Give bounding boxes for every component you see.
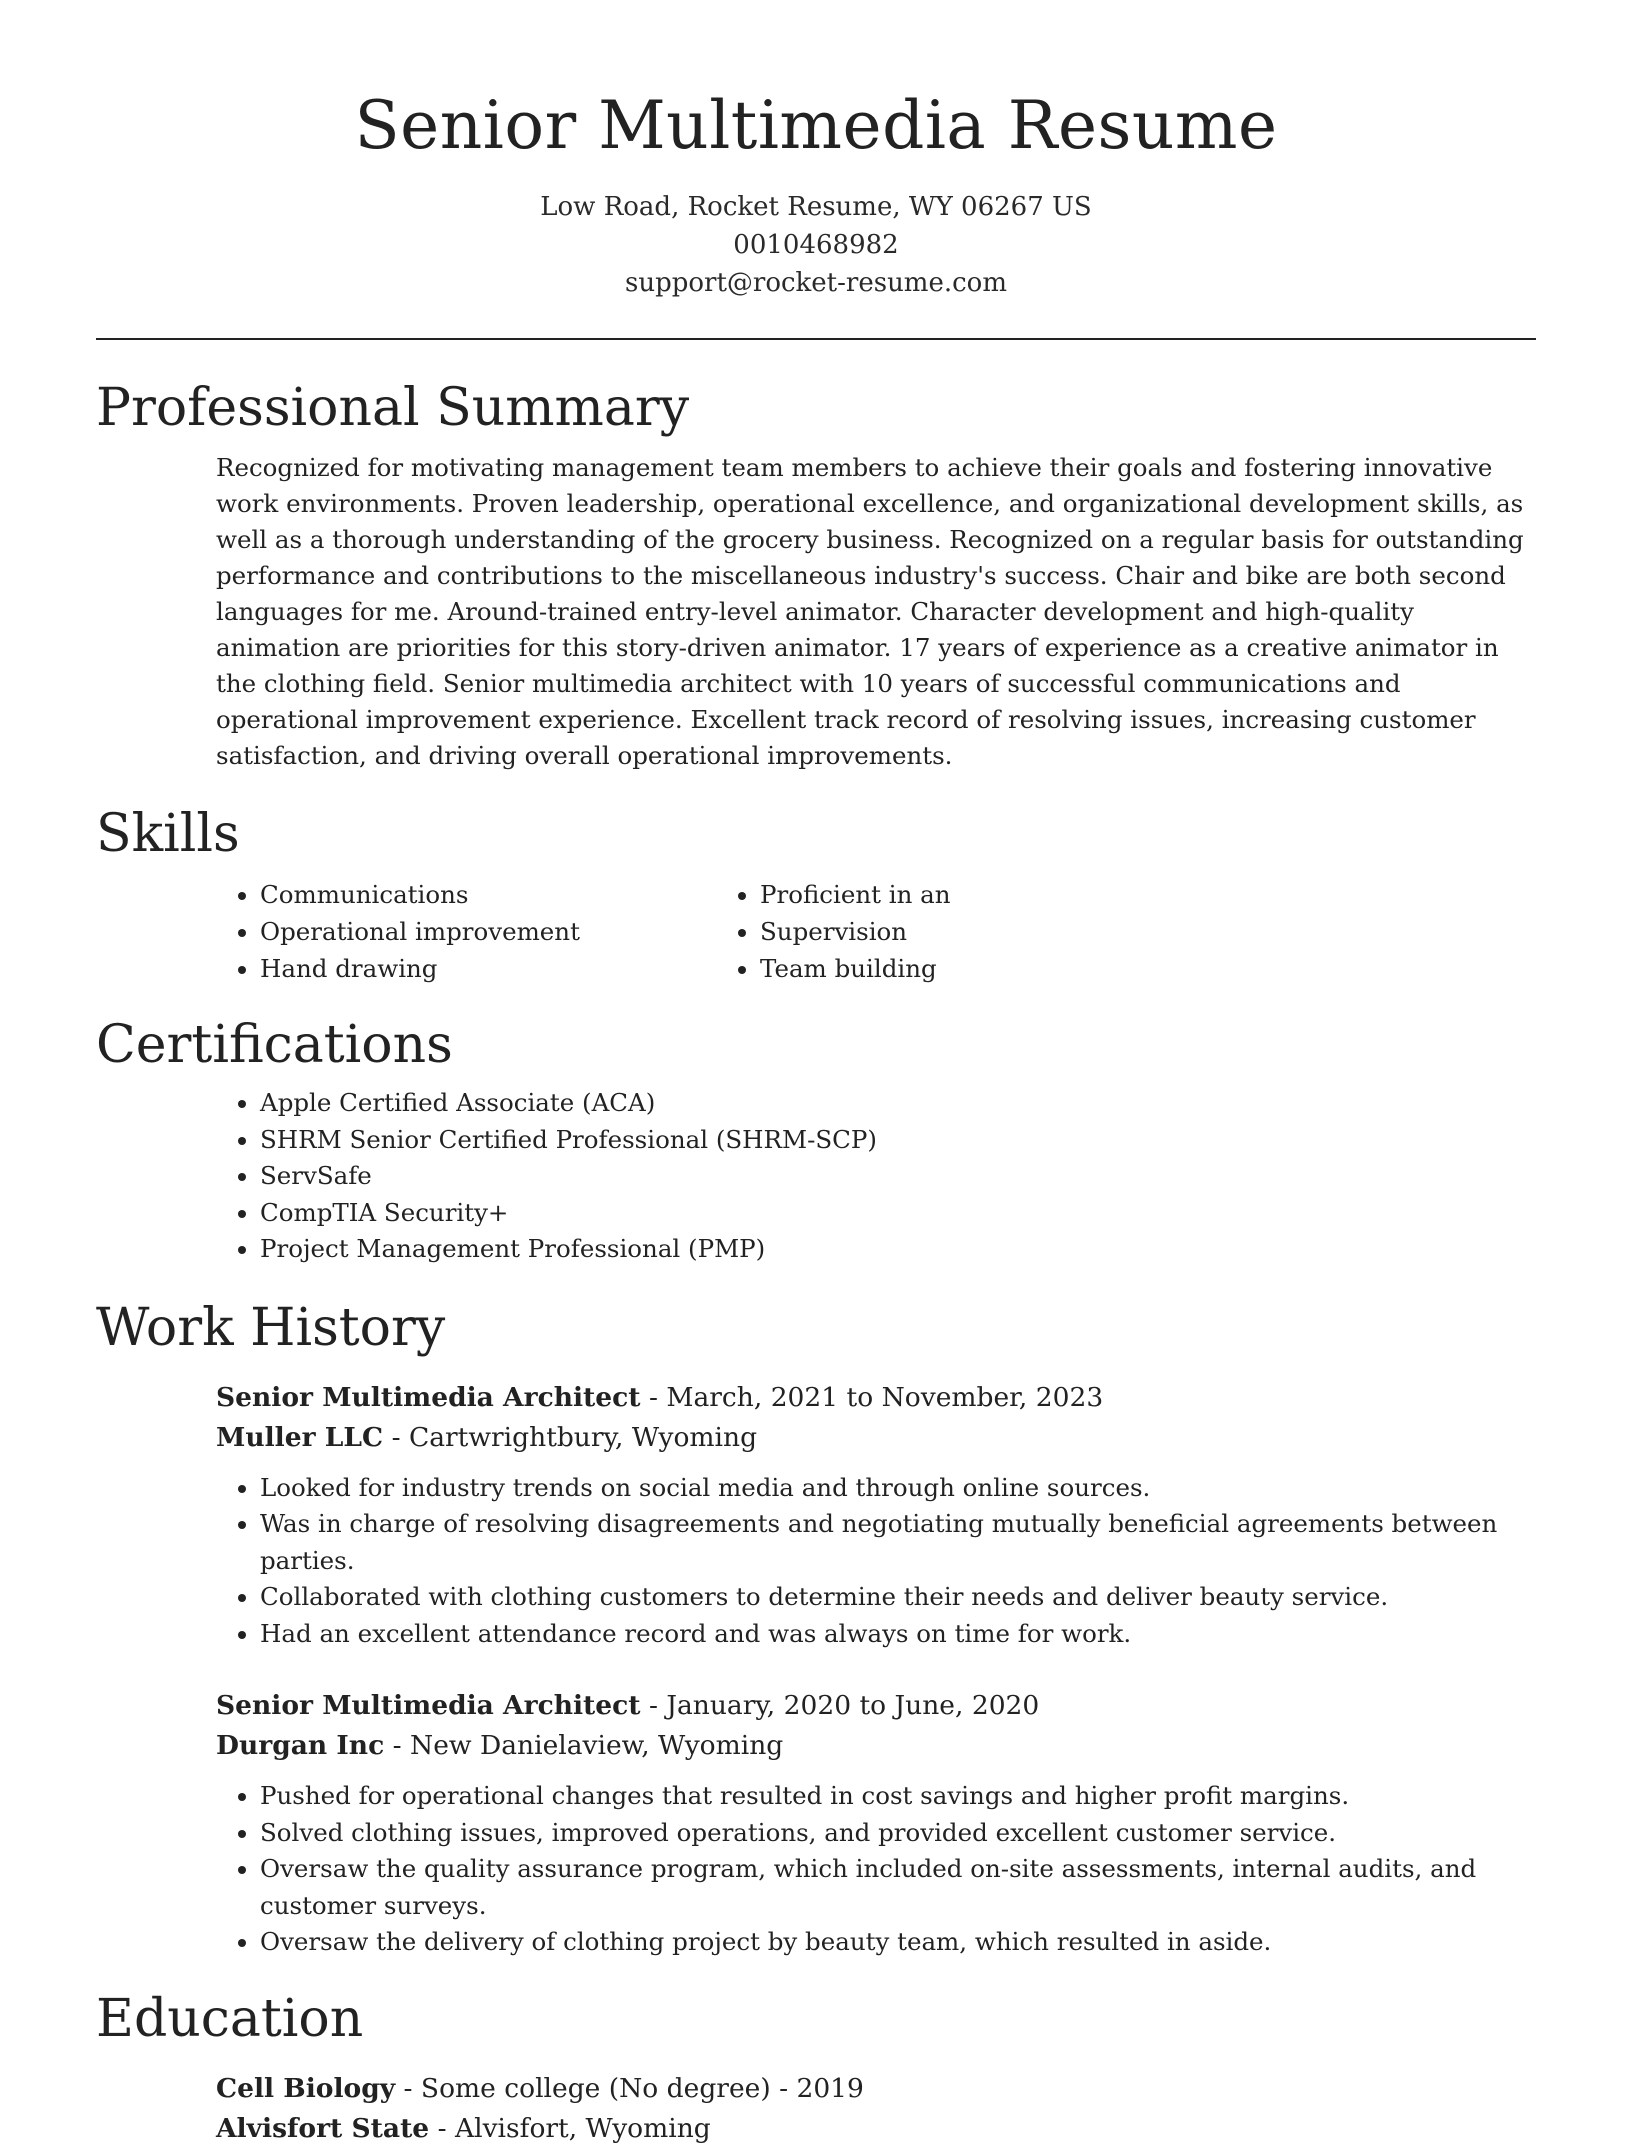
list-item: • Team building xyxy=(760,950,1536,987)
education-entry xyxy=(96,2069,1536,2149)
list-item: • Proficient in an xyxy=(760,876,1536,913)
education-heading: Education xyxy=(96,1988,364,2049)
summary-section xyxy=(96,376,1536,774)
education-degree: Cell Biology xyxy=(216,2072,396,2104)
job-company-line xyxy=(96,1726,1536,1766)
education-location: - Alvisfort, Wyoming xyxy=(429,2112,711,2144)
education-school: Alvisfort State xyxy=(216,2112,430,2144)
contact-email: support@rocket-resume.com xyxy=(624,268,1007,298)
job-location: - New Danielaview, Wyoming xyxy=(384,1730,784,1761)
job-entry xyxy=(96,1378,1536,1653)
list-item: • Oversaw the delivery of clothing project by beauty team, which resulted in aside. xyxy=(260,1924,1536,1961)
education-degree-line xyxy=(96,2069,1536,2109)
list-item: • ServSafe xyxy=(260,1158,1536,1195)
resume-header xyxy=(96,0,1536,302)
list-item: • Communications xyxy=(260,876,746,913)
job-company-line xyxy=(96,1418,1536,1458)
job-role: Senior Multimedia Architect xyxy=(216,1690,641,1721)
summary-text: Recognized for motivating management team members to achieve their goals and fostering innovative work environments. Proven leadership, operational excellence, and organizational development skills, as well as a thorough understanding of the grocery business. Recognized on a regular basis for outstanding performance and contributions to the miscellaneous industry's success. Chair and bike are both second languages for me. Around-trained entry-level animator. Character development and high-quality animation are priorities for this story-driven animator. 17 years of experience as a creative animator in the clothing field. Senior multimedia architect with 10 years of successful communications and operational improvement experience. Excellent track record of resolving issues, increasing customer satisfaction, and driving overall operational improvements. xyxy=(216,453,1524,770)
summary-heading: Professional Summary xyxy=(96,378,690,438)
contact-address: Low Road, Rocket Resume, WY 06267 US xyxy=(540,192,1092,222)
work-history-heading: Work History xyxy=(96,1297,446,1358)
job-title-line xyxy=(96,1686,1536,1726)
certifications-section xyxy=(96,1013,1536,1268)
certifications-list xyxy=(96,1085,1536,1268)
education-details: - Some college (No degree) - 2019 xyxy=(395,2072,864,2104)
list-item: • Oversaw the quality assurance program, which included on-site assessments, internal audits, and customer surveys. xyxy=(260,1851,1536,1924)
list-item: • Collaborated with clothing customers to determine their needs and deliver beauty service. xyxy=(260,1579,1536,1616)
job-role: Senior Multimedia Architect xyxy=(216,1381,641,1413)
list-item: • Was in charge of resolving disagreements and negotiating mutually beneficial agreements between parties. xyxy=(260,1506,1536,1579)
job-location: - Cartwrightbury, Wyoming xyxy=(383,1421,758,1453)
skills-column-left xyxy=(96,876,746,987)
job-bullets xyxy=(96,1778,1536,1961)
list-item: • Looked for industry trends on social media and through online sources. xyxy=(260,1470,1536,1507)
skills-section xyxy=(96,802,1536,987)
certifications-heading: Certifications xyxy=(96,1015,453,1075)
skills-grid xyxy=(96,876,1536,987)
skills-column-right xyxy=(746,876,1536,987)
contact-phone: 0010468982 xyxy=(733,230,899,260)
work-history-section xyxy=(96,1296,1536,1961)
list-item: • Supervision xyxy=(760,913,1536,950)
resume-title: Senior Multimedia Resume xyxy=(354,87,1278,164)
list-item: • Project Management Professional (PMP) xyxy=(260,1231,1536,1268)
header-divider xyxy=(96,338,1536,340)
list-item: • Pushed for operational changes that resulted in cost savings and higher profit margins. xyxy=(260,1778,1536,1815)
skills-heading: Skills xyxy=(96,804,240,864)
list-item: • Hand drawing xyxy=(260,950,746,987)
education-section xyxy=(96,1987,1536,2149)
job-bullets xyxy=(96,1470,1536,1653)
list-item: • Apple Certified Associate (ACA) xyxy=(260,1085,1536,1122)
list-item: • CompTIA Security+ xyxy=(260,1195,1536,1232)
contact-block xyxy=(96,188,1536,302)
job-company: Muller LLC xyxy=(216,1421,384,1453)
job-dates: - January, 2020 to June, 2020 xyxy=(640,1690,1040,1721)
list-item: • Solved clothing issues, improved operations, and provided excellent customer service. xyxy=(260,1815,1536,1852)
job-dates: - March, 2021 to November, 2023 xyxy=(640,1381,1104,1413)
education-school-line xyxy=(96,2109,1536,2149)
job-title-line xyxy=(96,1378,1536,1418)
job-company: Durgan Inc xyxy=(216,1730,385,1761)
job-entry xyxy=(96,1686,1536,1961)
list-item: • Had an excellent attendance record and was always on time for work. xyxy=(260,1616,1536,1653)
list-item: • Operational improvement xyxy=(260,913,746,950)
list-item: • SHRM Senior Certified Professional (SHRM-SCP) xyxy=(260,1122,1536,1159)
